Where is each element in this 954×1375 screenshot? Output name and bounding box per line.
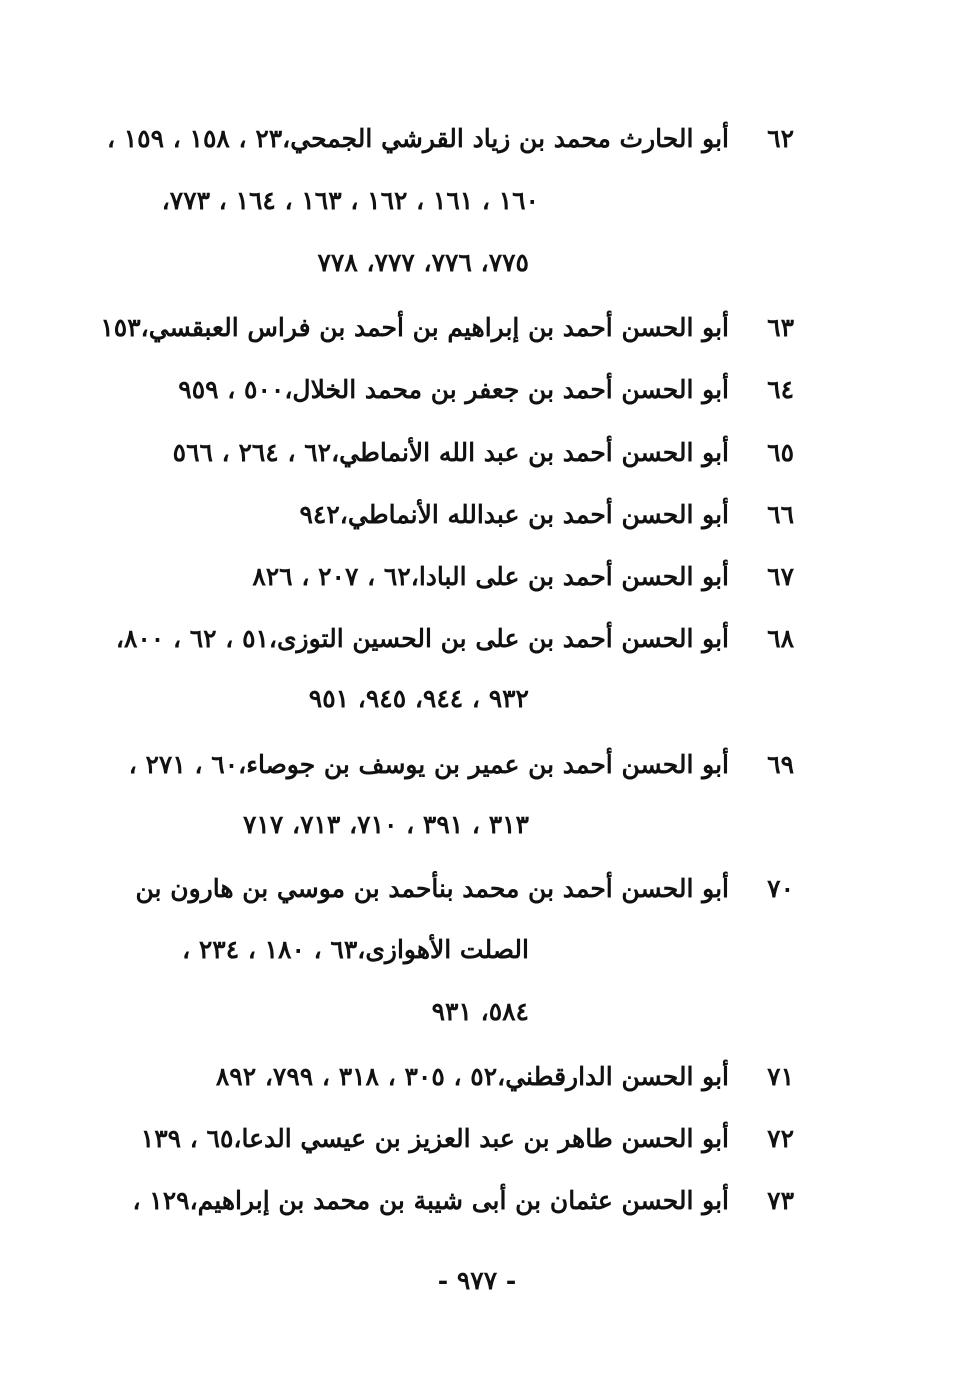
entry-number: ٦٨ — [767, 624, 794, 653]
entry-text: أبو الحسن أحمد بن جعفر بن محمد الخلال،٥٠٠ ، ٩٥٩ — [178, 375, 729, 404]
entry-continuation: ٥٨٤، ٩٣١ — [431, 997, 529, 1026]
entry-continuation: ٩٣٢ ، ٩٤٤، ٩٤٥، ٩٥١ — [308, 684, 529, 713]
entry-number: ٧٣ — [767, 1186, 794, 1215]
entry-number: ٧١ — [767, 1062, 794, 1091]
entry-number: ٦٦ — [767, 500, 794, 529]
entry-text: أبو الحسن عثمان بن أبى شيبة بن محمد بن إبراهيم،١٢٩ ، — [132, 1186, 729, 1215]
entry-number: ٦٩ — [767, 750, 794, 779]
entry-text: أبو الحسن أحمد بن إبراهيم بن أحمد بن فراس العبقسي،١٥٣ — [100, 313, 729, 342]
entry-number: ٧٠ — [767, 874, 794, 903]
entry-continuation: ٧٧٥، ٧٧٦، ٧٧٧، ٧٧٨ — [317, 248, 529, 277]
entry-text: أبو الحسن الدارقطني،٥٢ ، ٣٠٥ ، ٣١٨ ، ٧٩٩، ٨٩٢ — [215, 1062, 729, 1091]
entry-text: أبو الحسن طاهر بن عبد العزيز بن عيسي الدعا،٦٥ ، ١٣٩ — [140, 1124, 729, 1153]
entry-continuation: الصلت الأهوازى،٦٣ ، ١٨٠ ، ٢٣٤ ، — [182, 935, 529, 964]
page-number: - ٩٧٧ - — [437, 1266, 517, 1295]
entry-number: ٦٣ — [767, 313, 794, 342]
entry-number: ٦٧ — [767, 562, 794, 591]
entry-text: أبو الحسن أحمد بن على البادا،٦٢ ، ٢٠٧ ، ٨٢٦ — [252, 562, 729, 591]
entry-text: أبو الحارث محمد بن زياد القرشي الجمحي،٢٣ ، ١٥٨ ، ١٥٩ ، — [106, 124, 729, 153]
entry-continuation: ٣١٣ ، ٣٩١ ، ٧١٠، ٧١٣، ٧١٧ — [242, 810, 529, 839]
entry-text: أبو الحسن أحمد بن محمد بنأحمد بن موسي بن هارون بن — [135, 874, 729, 903]
entry-number: ٦٤ — [767, 375, 794, 404]
entry-number: ٧٢ — [767, 1124, 794, 1153]
entry-text: أبو الحسن أحمد بن على بن الحسين التوزى،٥١ ، ٦٢ ، ٨٠٠، — [115, 624, 729, 653]
entry-number: ٦٥ — [767, 438, 794, 467]
entry-text: أبو الحسن أحمد بن عبد الله الأنماطي،٦٢ ، ٢٦٤ ، ٥٦٦ — [172, 438, 729, 467]
entry-text: أبو الحسن أحمد بن عبدالله الأنماطي،٩٤٢ — [299, 500, 729, 529]
entry-number: ٦٢ — [767, 124, 794, 153]
entry-text: أبو الحسن أحمد بن عمير بن يوسف بن جوصاء،٦٠ ، ٢٧١ ، — [128, 750, 729, 779]
entry-continuation: ١٦٠ ، ١٦١ ، ١٦٢ ، ١٦٣ ، ١٦٤ ، ٧٧٣، — [161, 186, 539, 215]
